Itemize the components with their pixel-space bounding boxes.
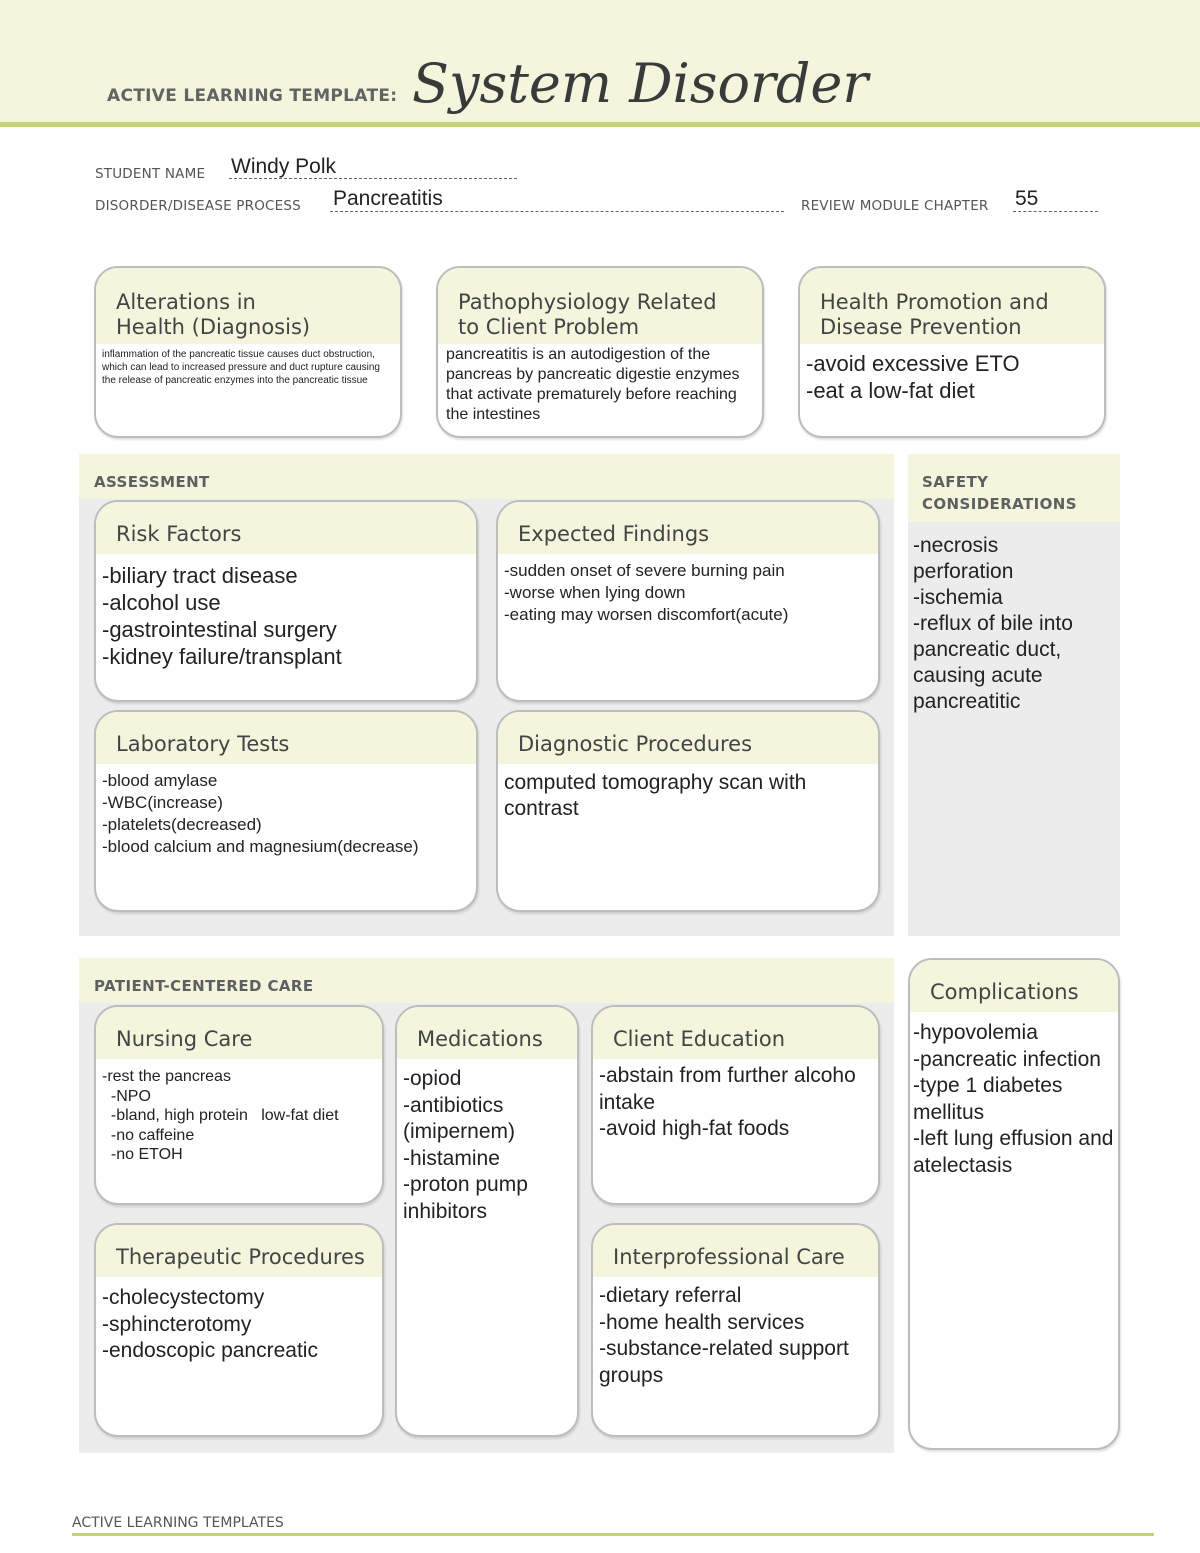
nursing-care-text: -rest the pancreas -NPO -bland, high protein low-fat diet -no caffeine -no ETOH — [102, 1068, 339, 1163]
card-title: Nursing Care — [116, 1027, 253, 1051]
alterations-card — [94, 266, 402, 438]
header-rule — [0, 122, 1200, 127]
expected-findings-card — [496, 500, 880, 702]
complications-text: -hypovolemia -pancreatic infection -type 1 diabetes mellitus -left lung effusion and atelectasis — [913, 1021, 1114, 1177]
laboratory-tests-card — [94, 710, 478, 912]
nursing-care-card — [94, 1005, 384, 1205]
card-title: Expected Findings — [518, 522, 710, 546]
complications-card — [908, 958, 1120, 1450]
health-promotion-text: -avoid excessive ETO -eat a low-fat diet — [806, 351, 1020, 403]
template-title: System Disorder — [412, 52, 869, 115]
interprofessional-care-card — [591, 1223, 880, 1437]
client-education-card — [591, 1005, 880, 1205]
chapter-line — [1013, 211, 1098, 212]
assessment-title: ASSESSMENT — [94, 473, 210, 491]
card-title: Medications — [417, 1027, 543, 1051]
safety-text: -necrosis perforation -ischemia -reflux of bile into pancreatic duct, causing acute pancreatitic — [913, 534, 1073, 713]
student-name-field[interactable]: Windy Polk — [231, 155, 337, 178]
risk-factors-text: -biliary tract disease -alcohol use -gastrointestinal surgery -kidney failure/transplant — [102, 563, 342, 669]
diagnostic-procedures-card — [496, 710, 880, 912]
chapter-field[interactable]: 55 — [1015, 187, 1039, 210]
card-title: Health Promotion and Disease Prevention — [820, 290, 1049, 339]
expected-findings-text: -sudden onset of severe burning pain -worse when lying down -eating may worsen discomfort(acute) — [504, 561, 789, 624]
footer-label: ACTIVE LEARNING TEMPLATES — [72, 1515, 284, 1531]
card-title: Therapeutic Procedures — [116, 1245, 365, 1269]
disorder-label: DISORDER/DISEASE PROCESS — [95, 198, 301, 214]
health-promotion-card — [798, 266, 1106, 438]
student-name-label: STUDENT NAME — [95, 166, 206, 182]
client-education-text: -abstain from further alcoho intake -avoid high-fat foods — [599, 1064, 856, 1140]
medications-text: -opiod -antibiotics (imipernem) -histamine -proton pump inhibitors — [403, 1067, 528, 1223]
therapeutic-procedures-card — [94, 1223, 384, 1437]
risk-factors-card — [94, 500, 478, 702]
patient-centered-care-title: PATIENT-CENTERED CARE — [94, 977, 314, 995]
card-title: Complications — [930, 980, 1079, 1004]
laboratory-tests-text: -blood amylase -WBC(increase) -platelets(decreased) -blood calcium and magnesium(decrease) — [102, 771, 419, 856]
card-title: Risk Factors — [116, 522, 242, 546]
alterations-text: inflammation of the pancreatic tissue causes duct obstruction, which can lead to increased pressure and duct rupture causing the release of pancreatic enzymes into the pancreatic tissue — [102, 349, 380, 386]
pathophysiology-text: pancreatitis is an autodigestion of the pancreas by pancreatic digestie enzymes that activate prematurely before reaching the intestines — [446, 346, 740, 423]
footer-rule — [72, 1533, 1154, 1536]
card-title: Diagnostic Procedures — [518, 732, 753, 756]
medications-card — [395, 1005, 579, 1437]
card-title: Alterations in Health (Diagnosis) — [116, 290, 311, 339]
safety-title: SAFETY CONSIDERATIONS — [922, 473, 1077, 513]
disorder-field[interactable]: Pancreatitis — [333, 187, 443, 210]
card-title: Client Education — [613, 1027, 786, 1051]
interprofessional-care-text: -dietary referral -home health services -substance-related support groups — [599, 1284, 849, 1387]
disorder-line — [330, 211, 784, 212]
pathophysiology-card — [436, 266, 764, 438]
template-label: ACTIVE LEARNING TEMPLATE: — [107, 86, 398, 106]
card-title: Laboratory Tests — [116, 732, 290, 756]
diagnostic-procedures-text: computed tomography scan with contrast — [504, 771, 807, 820]
chapter-label: REVIEW MODULE CHAPTER — [801, 198, 989, 214]
card-title: Interprofessional Care — [613, 1245, 845, 1269]
safety-section — [908, 454, 1120, 936]
therapeutic-procedures-text: -cholecystectomy -sphincterotomy -endoscopic pancreatic — [102, 1286, 318, 1362]
card-title: Pathophysiology Related to Client Problem — [458, 290, 717, 339]
